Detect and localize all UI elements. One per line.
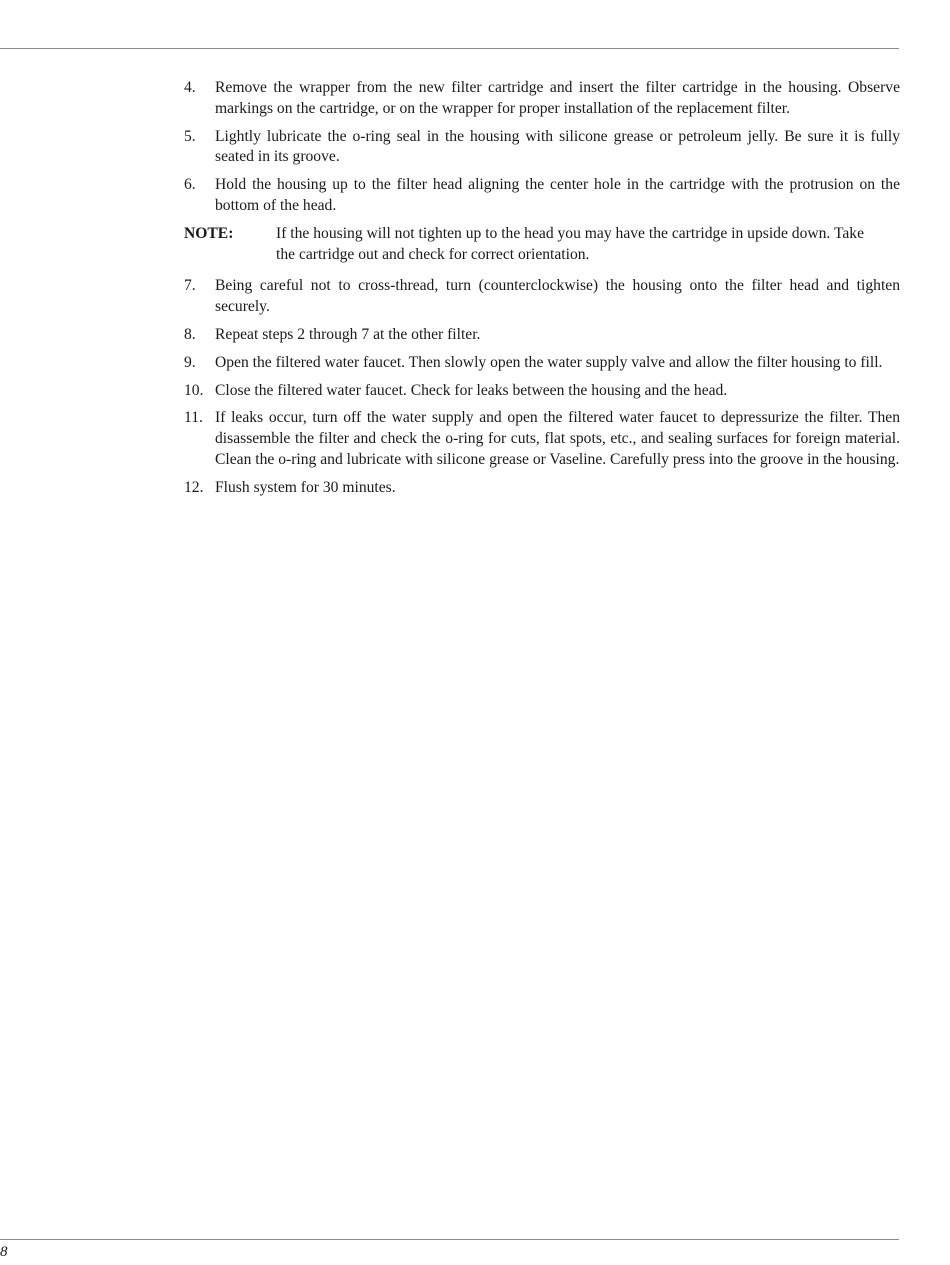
step-number: 8. xyxy=(184,325,196,343)
step-number: 11. xyxy=(184,409,203,427)
step-number: 10. xyxy=(184,381,204,399)
step-5 xyxy=(184,127,900,169)
header-rule xyxy=(0,48,899,49)
step-number: 9. xyxy=(184,353,196,371)
step-text: If leaks occur, turn off the water supply and open the filtered water faucet to depressurize the filter. Then disassemble the filter and check the o-ring for cuts, flat spots, etc., and sealing surfaces for foreign material. Clean the o-ring and lubricate with silicone grease or Vaseline. Carefully press into the groove in the housing. xyxy=(215,409,900,468)
instruction-list xyxy=(184,78,900,506)
step-12 xyxy=(184,478,900,499)
step-text: Flush system for 30 minutes. xyxy=(215,478,396,496)
step-text: Being careful not to cross-thread, turn (counterclockwise) the housing onto the filter head and tighten securely. xyxy=(215,277,900,316)
step-7 xyxy=(184,276,900,318)
step-number: 4. xyxy=(184,79,196,96)
step-number: 6. xyxy=(184,176,196,194)
step-text: Close the filtered water faucet. Check for leaks between the housing and the head. xyxy=(215,381,728,399)
note-label: NOTE: xyxy=(184,224,234,242)
footer-rule xyxy=(0,1239,899,1240)
step-4 xyxy=(184,78,900,120)
step-8 xyxy=(184,325,900,346)
step-text: Hold the housing up to the filter head aligning the center hole in the cartridge with the protrusion on the bottom of the head. xyxy=(215,176,900,214)
step-6 xyxy=(184,175,900,217)
note-text: If the housing will not tighten up to the head you may have the cartridge in upside down. Take the cartridge out and check for correct orientation. xyxy=(276,224,865,263)
note-block xyxy=(184,224,900,266)
step-number: 7. xyxy=(184,277,196,295)
step-text: Open the filtered water faucet. Then slowly open the water supply valve and allow the filter housing to fill. xyxy=(215,353,883,371)
page-number: 8 xyxy=(0,1244,8,1260)
step-text: Lightly lubricate the o-ring seal in the housing with silicone grease or petroleum jelly. Be sure it is fully seated in its groove. xyxy=(215,127,900,166)
step-10 xyxy=(184,381,900,402)
step-text: Remove the wrapper from the new filter cartridge and insert the filter cartridge in the housing. Observe markings on the cartridge, or on the wrapper for proper installation of the replacement filter. xyxy=(215,79,900,117)
step-number: 12. xyxy=(184,478,204,496)
step-9 xyxy=(184,353,900,374)
step-text: Repeat steps 2 through 7 at the other filter. xyxy=(215,325,481,343)
step-11 xyxy=(184,408,900,470)
step-number: 5. xyxy=(184,127,196,145)
